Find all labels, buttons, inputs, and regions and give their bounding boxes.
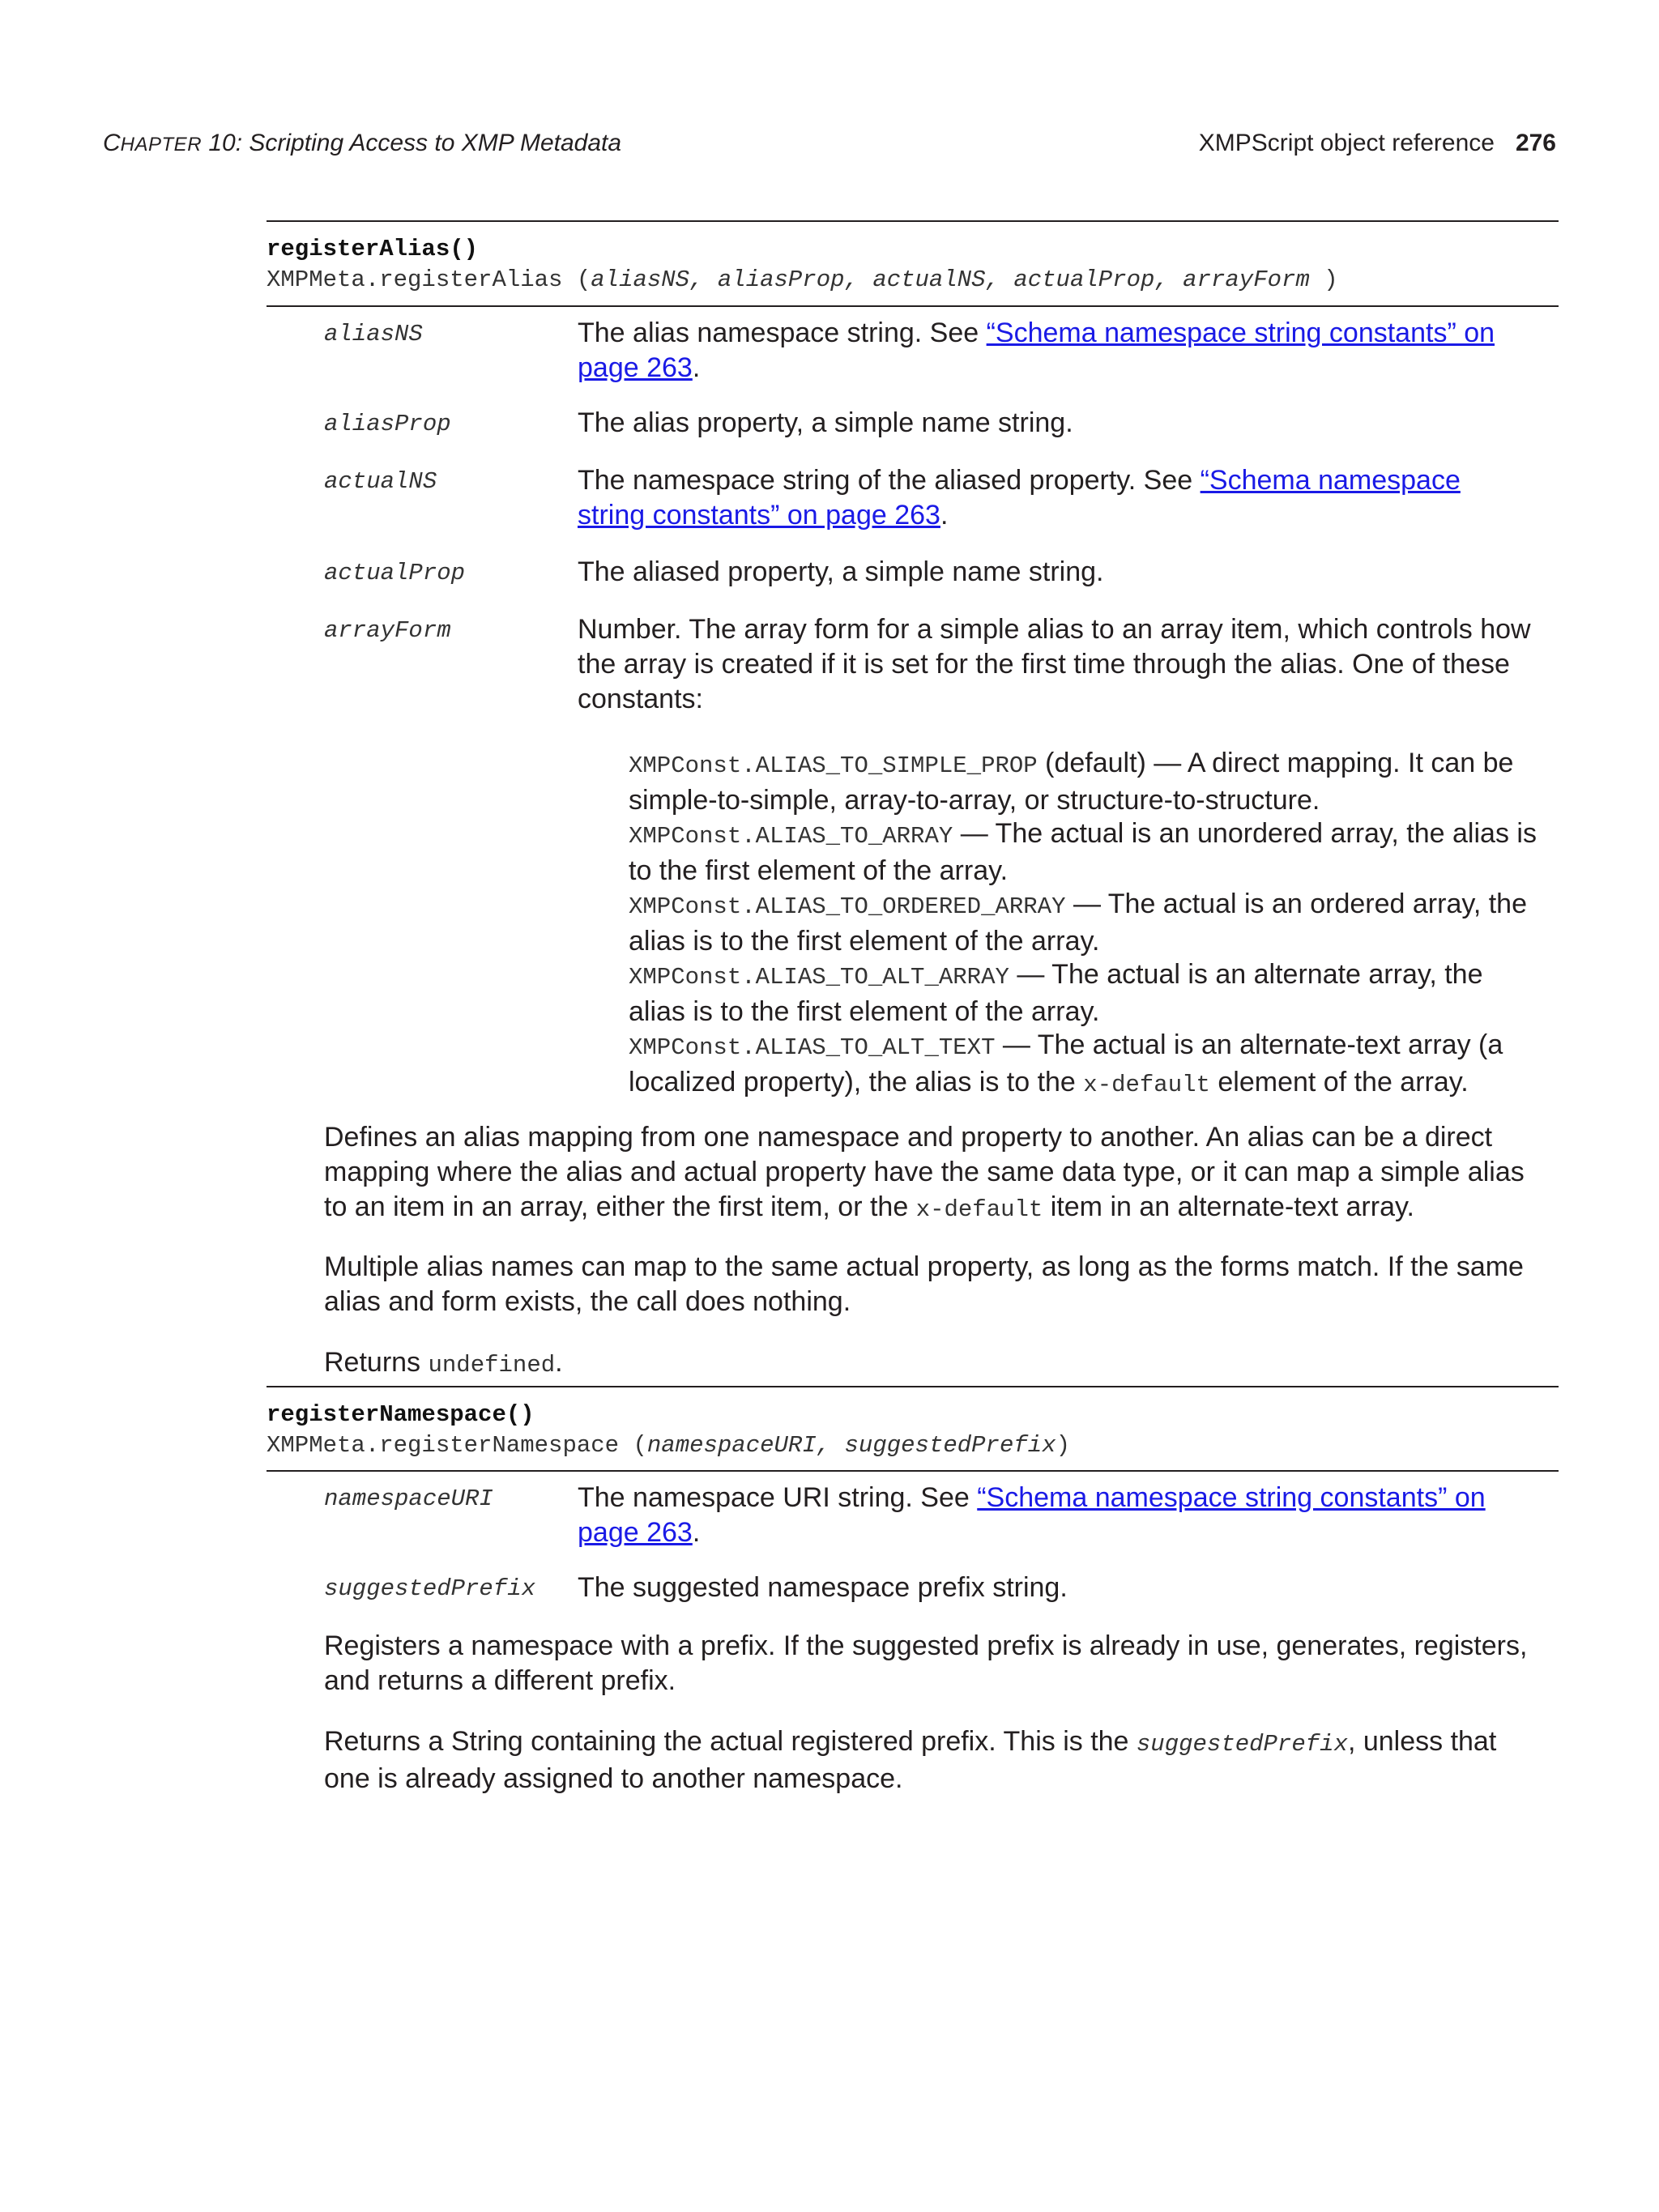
constant-item <box>629 816 1544 889</box>
page-number: 276 <box>1515 130 1556 156</box>
constant-code: x-default <box>1083 1072 1210 1098</box>
param-desc-text: The namespace URI string. See <box>578 1482 978 1513</box>
paragraph-text: Returns a String containing the actual registered prefix. This is the <box>324 1726 1137 1757</box>
signature-prefix: XMPMeta.registerNamespace ( <box>267 1432 647 1459</box>
returns-paragraph <box>324 1345 1547 1383</box>
param-desc-text: Number. The array form for a simple alias to an array item, which controls how the array is created if it is set for the first time through the alias. One of these constants: <box>578 614 1531 714</box>
signature-suffix: ) <box>1309 266 1338 293</box>
param-desc-text: The suggested namespace prefix string. <box>578 1572 1068 1603</box>
param-desc-text: The aliased property, a simple name string. <box>578 556 1104 587</box>
param-name: aliasNS <box>324 321 423 347</box>
description-paragraph: Multiple alias names can map to the same actual property, as long as the forms match. If the same alias and form exists, the call does nothing. <box>324 1251 1524 1317</box>
param-description <box>578 463 1533 533</box>
returns-paragraph <box>324 1724 1547 1796</box>
running-header <box>1199 130 1556 157</box>
constant-text: — The actual is an unordered array, the alias is to the first element of the array. <box>629 818 1537 886</box>
constant-item <box>629 1028 1544 1102</box>
cross-reference-link[interactable]: “Schema namespace string constants” on page 263 <box>578 1482 1486 1548</box>
constant-code: XMPConst.ALIAS_TO_ARRAY <box>629 823 953 850</box>
method-name: registerAlias() <box>267 236 479 262</box>
param-desc-text: The alias namespace string. See <box>578 318 987 348</box>
section-rule <box>267 1386 1559 1387</box>
signature-rule <box>267 305 1559 307</box>
section-title: XMPScript object reference <box>1198 130 1495 156</box>
description-paragraph <box>324 1120 1547 1227</box>
method-signature <box>267 266 1338 293</box>
param-description <box>578 1571 1533 1605</box>
signature-prefix: XMPMeta.registerAlias ( <box>267 266 591 293</box>
method-name: registerNamespace() <box>267 1401 535 1428</box>
constant-text: (default) — A direct mapping. It can be simple-to-simple, array-to-array, or structure-to-structure. <box>629 748 1514 816</box>
param-desc-text: The namespace string of the aliased property. See <box>578 465 1201 496</box>
param-description <box>578 612 1533 717</box>
chapter-smallcaps: HAPTER <box>120 134 203 156</box>
paragraph-text: Defines an alias mapping from one namespace and property to another. An alias can be a direct mapping where the alias and actual property have the same data type, or it can map a simple alias to an item in an array, either the first item, or the <box>324 1122 1525 1222</box>
constant-item <box>629 957 1544 1029</box>
inline-code: suggestedPrefix <box>1136 1731 1348 1758</box>
inline-code: undefined <box>428 1352 556 1379</box>
param-name: namespaceURI <box>324 1485 493 1512</box>
constant-code: XMPConst.ALIAS_TO_ALT_ARRAY <box>629 964 1009 991</box>
param-desc-after: . <box>692 1517 701 1548</box>
param-description <box>578 316 1533 386</box>
constant-item <box>629 887 1544 959</box>
chapter-rest: 10: Scripting Access to XMP Metadata <box>202 130 622 156</box>
param-desc-text: The alias property, a simple name string. <box>578 407 1073 438</box>
paragraph-text: item in an alternate-text array. <box>1043 1191 1414 1222</box>
param-name: actualNS <box>324 468 437 495</box>
signature-params: namespaceURI, suggestedPrefix <box>646 1432 1056 1459</box>
constant-item <box>629 746 1544 818</box>
param-name: suggestedPrefix <box>324 1575 536 1602</box>
chapter-title <box>103 130 621 157</box>
constant-code: XMPConst.ALIAS_TO_ORDERED_ARRAY <box>629 893 1066 920</box>
param-desc-after: . <box>940 500 949 531</box>
param-name: actualProp <box>324 560 466 586</box>
signature-rule <box>267 1470 1559 1472</box>
param-description <box>578 1481 1533 1550</box>
param-description <box>578 406 1533 441</box>
constant-text: element of the array. <box>1209 1067 1469 1097</box>
constant-text: — The actual is an ordered array, the alias is to the first element of the array. <box>629 889 1527 957</box>
param-description <box>578 555 1533 590</box>
param-desc-after: . <box>692 352 701 383</box>
section-rule <box>267 220 1559 222</box>
paragraph-text: , unless that one is already assigned to another namespace. <box>324 1726 1497 1794</box>
constant-text: — The actual is an alternate-text array (a localized property), the alias is to the <box>629 1029 1503 1097</box>
method-signature <box>267 1432 1070 1459</box>
param-name: arrayForm <box>324 617 451 644</box>
constant-code: XMPConst.ALIAS_TO_SIMPLE_PROP <box>629 752 1038 779</box>
paragraph-text: . <box>555 1347 563 1378</box>
param-name: aliasProp <box>324 411 451 437</box>
chapter-prefix: C <box>103 130 121 156</box>
description-paragraph: Registers a namespace with a prefix. If the suggested prefix is already in use, generates, registers, and returns a different prefix. <box>324 1630 1528 1696</box>
constant-code: XMPConst.ALIAS_TO_ALT_TEXT <box>629 1034 996 1061</box>
paragraph-text: Returns <box>324 1347 429 1378</box>
inline-code: x-default <box>915 1196 1043 1223</box>
cross-reference-link[interactable]: “Schema namespace string constants” on page 263 <box>578 318 1495 383</box>
cross-reference-link[interactable]: “Schema namespace string constants” on page 263 <box>578 465 1461 531</box>
signature-params: aliasNS, aliasProp, actualNS, actualProp, arrayForm <box>591 266 1310 293</box>
signature-suffix: ) <box>1056 1432 1070 1459</box>
constant-text: — The actual is an alternate array, the alias is to the first element of the array. <box>629 959 1483 1027</box>
